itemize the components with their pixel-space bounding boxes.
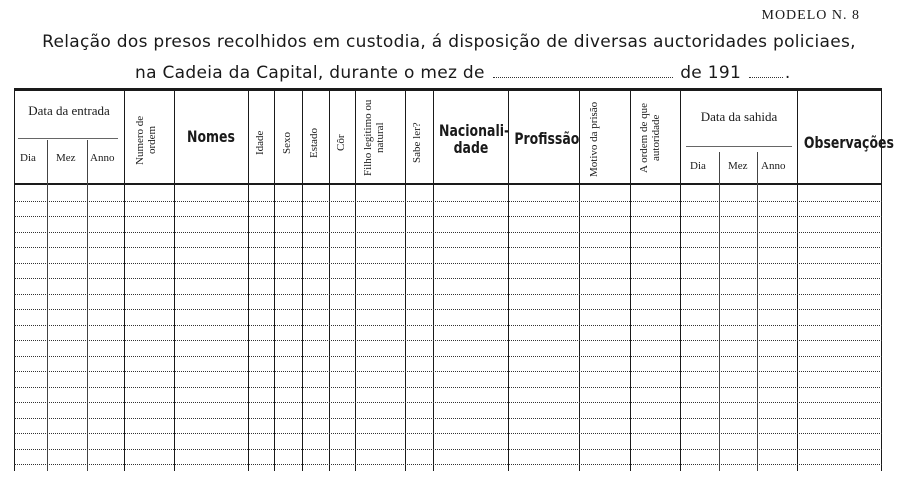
table-row [14, 248, 882, 264]
header-cor: Côr [335, 134, 347, 152]
table-row [14, 419, 882, 435]
table-row [14, 186, 882, 202]
header-sabe-ler: Sabe ler? [411, 122, 423, 164]
header-mez-2: Mez [728, 160, 748, 172]
header-autoridade: A ordem de que autoridade [638, 103, 662, 173]
header-nacionalidade [439, 121, 510, 157]
header-divider-2 [686, 146, 792, 147]
header-dia: Dia [20, 152, 36, 164]
header-nacionalidade-1: Nacionali- [439, 121, 510, 140]
header-anno: Anno [90, 152, 115, 164]
table-row [14, 233, 882, 249]
header-divider [18, 138, 118, 139]
title-line-2-prefix: na Cadeia da Capital, durante o mez de [135, 63, 485, 83]
header-motivo: Motivo da prisão [588, 101, 600, 177]
table-row [14, 341, 882, 357]
header-observacoes: Observações [803, 133, 894, 152]
header-idade: Idade [254, 130, 266, 156]
top-rule [14, 88, 882, 91]
header-sexo: Sexo [281, 132, 293, 154]
header-anno-2: Anno [761, 160, 786, 172]
table-row [14, 403, 882, 419]
year-blank [749, 65, 783, 78]
header-numero-ordem: Numero de ordem [134, 115, 158, 165]
model-number: MODELO N. 8 [761, 8, 860, 23]
table-row [14, 357, 882, 373]
header-bottom-rule [14, 183, 882, 185]
form-title-line-2: na Cadeia da Capital, durante o mez de de 191 . [135, 63, 791, 83]
header-estado: Estado [308, 128, 320, 158]
blank-rows [14, 186, 882, 465]
table-row [14, 217, 882, 233]
title-line-2-year: de 191 [680, 63, 742, 83]
header-data-entrada: Data da entrada [28, 103, 110, 118]
month-blank [493, 65, 673, 78]
header-dia-2: Dia [690, 160, 706, 172]
table-row [14, 295, 882, 311]
header-mez: Mez [56, 152, 76, 164]
header-profissao: Profissão [514, 129, 580, 148]
table-row [14, 388, 882, 404]
table-row [14, 434, 882, 450]
header-nomes: Nomes [187, 127, 235, 146]
table-row [14, 264, 882, 280]
table-row [14, 310, 882, 326]
table-row [14, 279, 882, 295]
table-row [14, 450, 882, 466]
header-nacionalidade-2: dade [453, 138, 489, 157]
table-row [14, 326, 882, 342]
header-filho: Filho legitimo ou natural [362, 99, 386, 177]
table-row [14, 372, 882, 388]
form-title-line-1: Relação dos presos recolhidos em custodia, á disposição de diversas auctoridades policiaes, [42, 32, 856, 52]
table-row [14, 202, 882, 218]
header-data-sahida: Data da sahida [700, 109, 778, 124]
